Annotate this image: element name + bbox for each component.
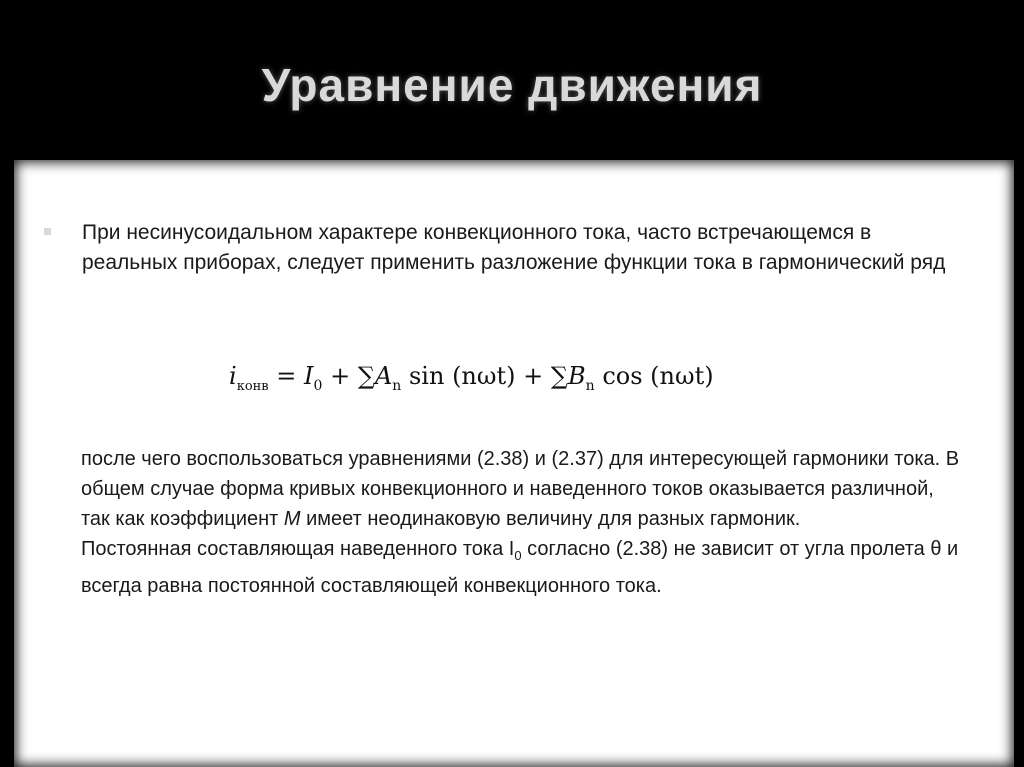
formula-lhs-sub: конв [236,378,269,394]
title-bar [0,0,1024,160]
slide-title: Уравнение движения [261,59,763,111]
formula-i0-sub: 0 [313,377,323,394]
formula-lhs-var: i [229,362,237,390]
formula-b: B [568,362,586,390]
formula-sum-2: ∑ [550,362,568,390]
content-area [14,160,1014,767]
formula-plus-1: + [330,362,351,390]
paragraph-line-2 [81,534,961,601]
formula-equals: = [276,362,297,390]
formula [229,362,714,394]
bullet-text: При несинусоидальном характере конвекционного тока, часто встречающемся в реальных приборах, следует применить разложение функции тока в гармонический ряд [82,221,946,274]
formula-cos: cos [602,362,643,390]
paragraph-part-2: имеет неодинаковую величину для разных гармоник. [300,508,801,530]
coefficient-m: M [283,508,301,530]
formula-sum-1: ∑ [357,362,375,390]
paragraph [81,444,961,601]
formula-arg-1: (nωt) [452,362,516,390]
formula-i0: I [304,362,314,390]
paragraph-line2-a: Постоянная составляющая наведенного тока I [81,538,515,560]
formula-a: A [374,362,393,390]
formula-sin: sin [408,362,445,390]
formula-arg-2: (nωt) [650,362,714,390]
paragraph-part-1: после чего воспользоваться уравнениями (2.38) и (2.37) для интересующей гармоники тока. В общем случае форма кривых конвекционного и наведенного токов оказывается различной, так как коэффициент [81,448,960,530]
paragraph-line-1 [81,444,961,534]
formula-plus-2: + [523,362,544,390]
formula-b-sub: n [585,377,595,394]
paragraph-line2-sub: 0 [514,548,522,563]
paragraph-line2-b: согласно (2.38) не зависит от угла пролета θ и всегда равна постоянной составляющей конвекционного тока. [81,538,959,597]
bullet-square-icon [44,228,51,235]
formula-a-sub: n [392,377,402,394]
